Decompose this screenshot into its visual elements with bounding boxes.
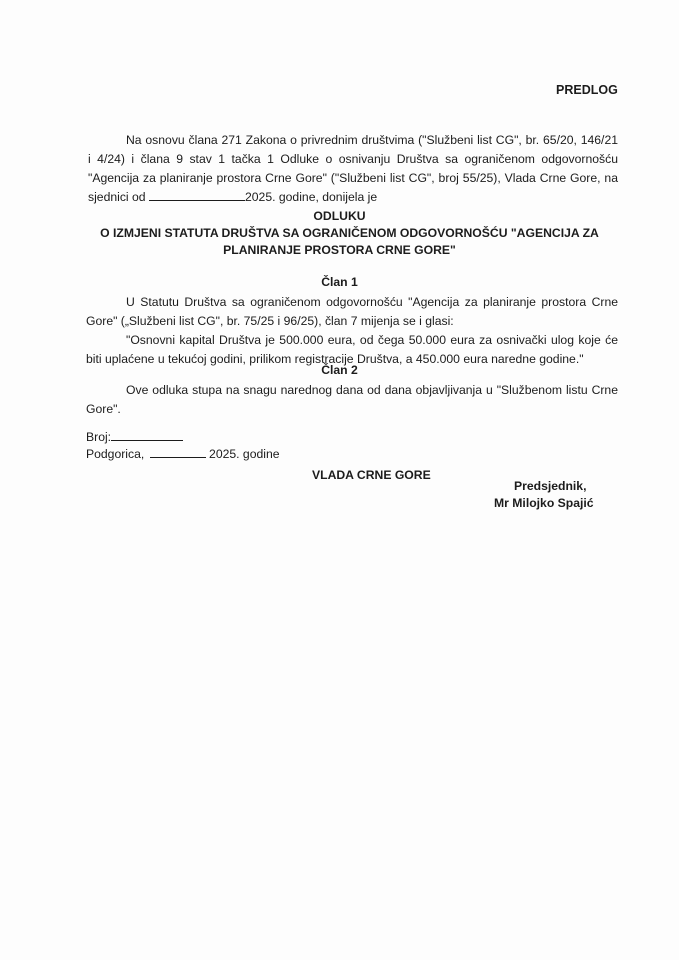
preamble-line-4 <box>88 188 618 207</box>
article-1-body <box>86 293 618 369</box>
session-year: 2025. godine, donijela je <box>244 190 378 204</box>
number-label: Broj: <box>86 430 112 444</box>
place-label: Podgorica, <box>86 447 145 461</box>
session-date-blank <box>149 188 245 201</box>
decision-subtitle-line-1: O IZMJENI STATUTA DRUŠTVA SA OGRANIČENOM ODGOVORNOŠĆU "AGENCIJA ZA <box>100 226 599 240</box>
preamble-line-2: i 4/24) i člana 9 stav 1 tačka 1 Odluke o osnivanju Društva sa ograničenom odgovornošću <box>88 152 618 166</box>
article-2-line-1: Ove odluka stupa na snagu narednog dana od dana objavljivanja u "Službenom listu Crne <box>126 383 618 397</box>
session-label: sjednici od <box>88 190 146 204</box>
number-line <box>86 428 183 444</box>
number-blank <box>111 428 183 441</box>
decision-title: ODLUKU <box>313 209 366 223</box>
article-1-line-4: biti uplaćene u tekućoj godini, prilikom registracije Društva, a 450.000 eura naredne godine." <box>86 352 584 366</box>
article-1-heading: Član 1 <box>321 275 358 289</box>
preamble-paragraph <box>88 131 618 207</box>
article-1-line-1: U Statutu Društva sa ograničenom odgovornošću "Agencija za planiranje prostora Crne <box>126 295 618 309</box>
signatory-name: Mr Milojko Spajić <box>494 496 594 510</box>
date-year: 2025. godine <box>209 447 280 461</box>
article-1-line-2: Gore" („Službeni list CG", br. 75/25 i 96/25), član 7 mijenja se i glasi: <box>86 314 454 328</box>
place-date-line <box>86 445 280 461</box>
article-1-line-3: "Osnovni kapital Društva je 500.000 eura, od čega 50.000 eura za osnivački ulog koje će <box>126 333 618 347</box>
preamble-line-3: "Agencija za planiranje prostora Crne Gore" ("Službeni list CG", broj 55/25), Vlada Crne Gore, na <box>88 171 618 185</box>
decision-subtitle-line-2: PLANIRANJE PROSTORA CRNE GORE" <box>223 243 456 257</box>
date-blank <box>150 445 206 458</box>
signatory-role: Predsjednik, <box>514 479 587 493</box>
government-name: VLADA CRNE GORE <box>312 468 431 482</box>
article-2-body <box>86 381 618 419</box>
proposal-label: PREDLOG <box>556 83 618 97</box>
preamble-line-1: Na osnovu člana 271 Zakona o privrednim društvima ("Službeni list CG", br. 65/20, 146/21 <box>126 133 618 147</box>
article-2-line-2: Gore". <box>86 402 121 416</box>
article-2-heading: Član 2 <box>321 363 358 377</box>
